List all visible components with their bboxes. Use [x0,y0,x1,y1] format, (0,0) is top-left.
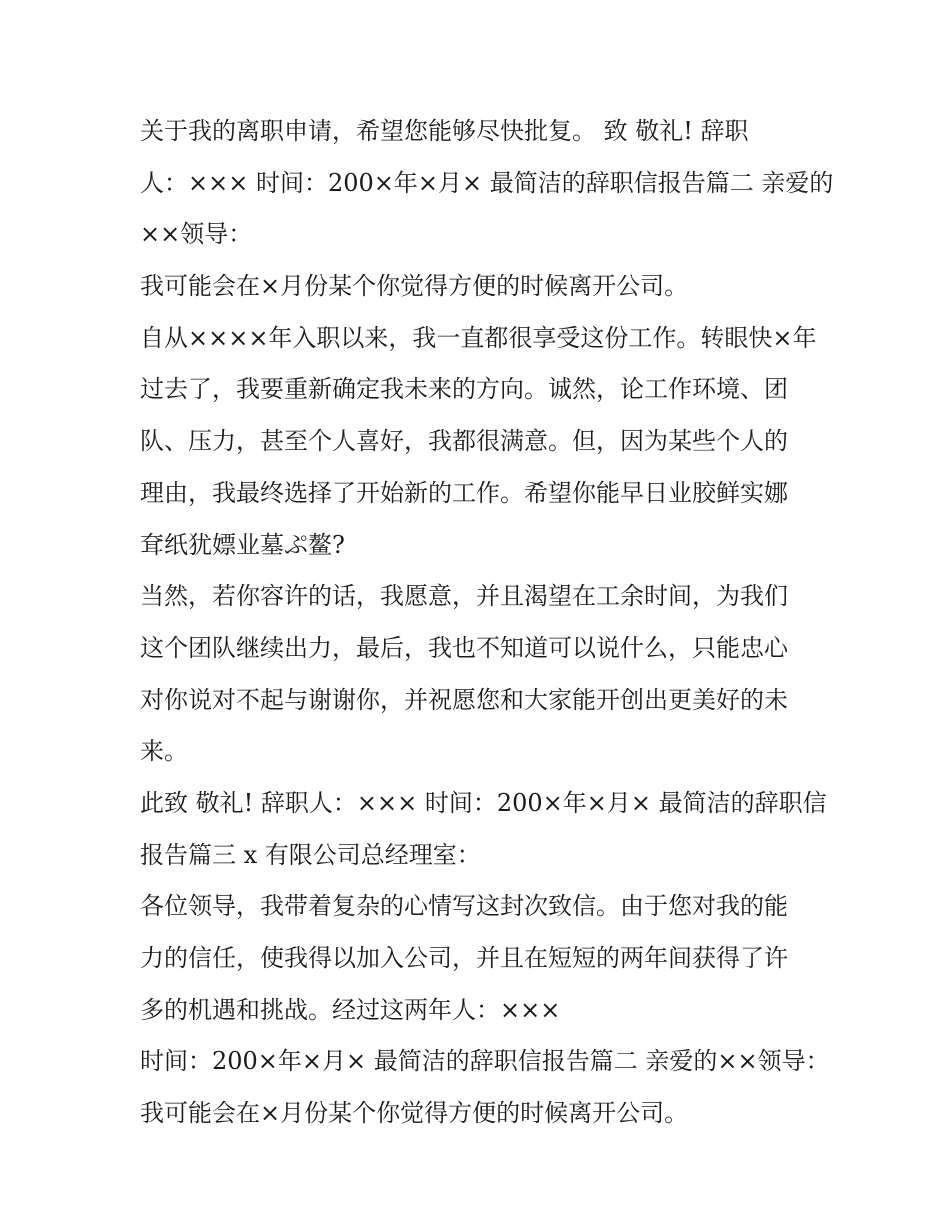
text-line-18: 多的机遇和挑战。经过这两年人：××× [140,995,561,1024]
text-line-15: 报告篇三 x 有限公司总经理室： [140,840,481,869]
text-line-8: 理由，我最终选择了开始新的工作。希望你能早日业胶鲜实娜 [140,478,788,507]
text-line-16: 各位领导，我带着复杂的心情写这封次致信。由于您对我的能 [140,892,788,921]
text-line-9: 耷纸犹嫖业墓ぷ鳌? [140,530,345,559]
text-line-1: 关于我的离职申请，希望您能够尽快批复。 致 敬礼! 辞职 [140,117,749,145]
text-line-10: 当然，若你容许的话，我愿意，并且渴望在工余时间，为我们 [140,582,788,611]
text-line-13: 来。 [140,737,188,766]
text-line-17: 力的信任，使我得以加入公司，并且在短短的两年间获得了许 [140,944,788,972]
text-line-12: 对你说对不起与谢谢你，并祝愿您和大家能开创出更美好的未 [140,685,788,714]
text-line-19: 时间：200×年×月× 最简洁的辞职信报告篇二 亲爱的××领导： [140,1047,830,1076]
text-line-5: 自从××××年入职以来，我一直都很享受这份工作。转眼快×年 [140,323,817,352]
text-line-20: 我可能会在×月份某个你觉得方便的时候离开公司。 [140,1099,689,1128]
text-line-6: 过去了，我要重新确定我未来的方向。诚然，论工作环境、团 [140,375,788,404]
document-body [140,106,834,1140]
text-line-11: 这个团队继续出力，最后，我也不知道可以说什么，只能忠心 [140,633,788,662]
text-line-7: 队、压力，甚至个人喜好，我都很满意。但，因为某些个人的 [140,427,788,456]
text-line-3: ××领导： [140,220,253,249]
text-line-14: 此致 敬礼! 辞职人：××× 时间：200×年×月× 最简洁的辞职信 [140,788,827,817]
text-line-2: 人：××× 时间：200×年×月× 最简洁的辞职信报告篇二 亲爱的 [140,168,834,197]
text-line-4: 我可能会在×月份某个你觉得方便的时候离开公司。 [140,272,689,301]
